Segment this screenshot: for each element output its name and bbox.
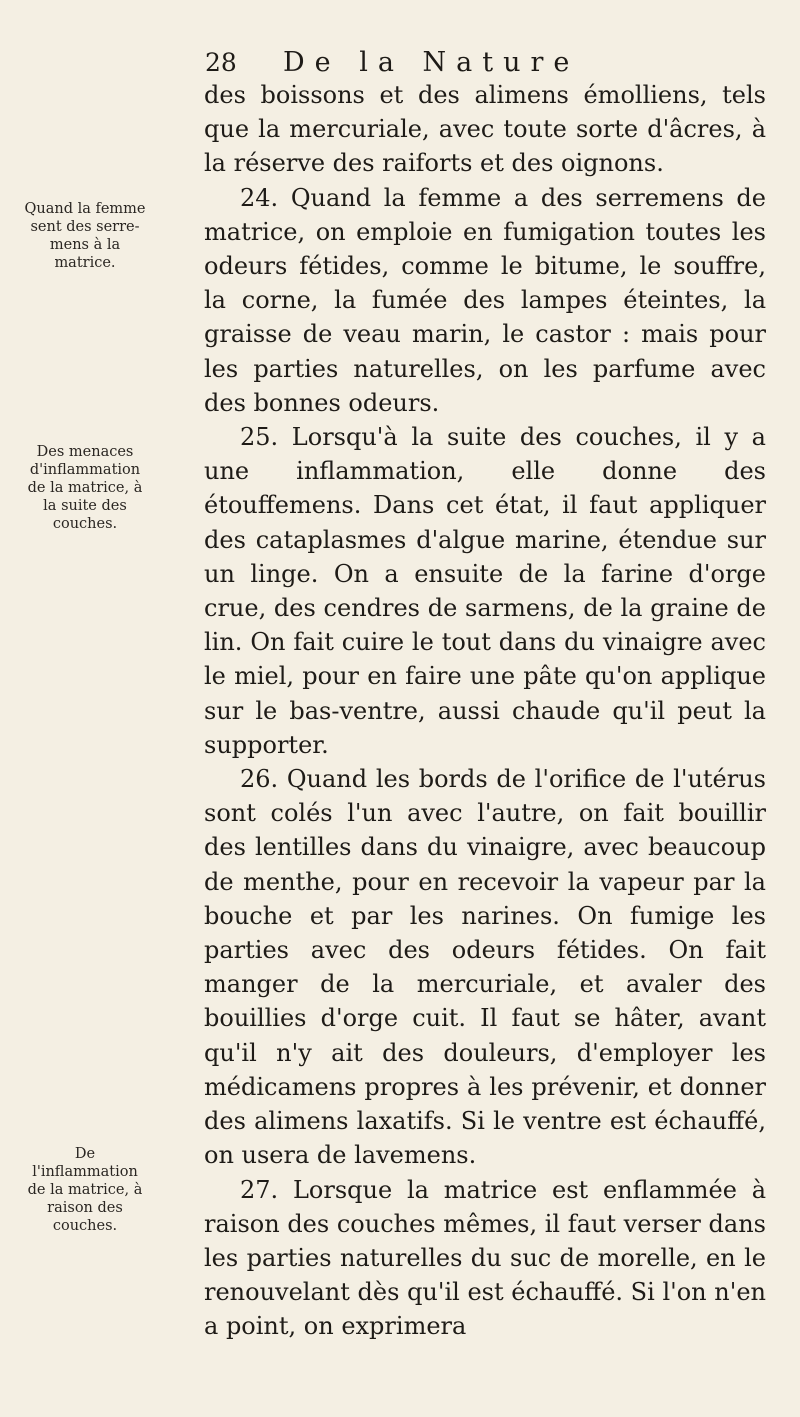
paragraph-26: 26. Quand les bords de l'orifice de l'utérus sont colés l'un avec l'autre, on fait bouillir des lentilles dans du vinaigre, avec beaucoup de menthe, pour en recevoir la vapeur par la bouche et par les narines. On fumige les parties avec des odeurs fétides. On fait manger de la mercuriale, et avaler des bouillies d'orge cuit. Il faut se hâter, avant qu'il n'y ait des douleurs, d'employer les médicamens propres à les prévenir, et donner des alimens laxatifs. Si le ventre est échauffé, on usera de lavemens. [204, 765, 766, 1170]
paragraph-25: 25. Lorsqu'à la suite des couches, il y a une inflammation, elle donne des étouffemens. Dans cet état, il faut appliquer des cataplasmes d'algue marine, étendue sur un linge. On a ensuite de la farine d'orge crue, des cendres de sarmens, de la graine de lin. On fait cuire le tout dans du vinaigre avec le miel, pour en faire une pâte qu'on applique sur le bas-ventre, aussi chaude qu'il peut la supporter. [204, 423, 766, 759]
margin-note-menaces-inflammation: Des menaces d'inflammation de la matrice, à la suite des couches. [27, 444, 143, 532]
running-title: De la Nature [283, 47, 580, 78]
paragraph-24: 24. Quand la femme a des serremens de matrice, on emploie en fumigation toutes les odeurs fétides, comme le bitume, le souffre, la corne, la fumée des lampes éteintes, la graisse de veau marin, le castor : mais pour les parties naturelles, on les parfume avec des bonnes odeurs. [204, 183, 766, 417]
page-number: 28 [205, 48, 237, 77]
paragraph-27: 27. Lorsque la matrice est enflammée à raison des couches mêmes, il faut verser dans les parties naturelles du suc de morelle, en le renouvelant dès qu'il est échauffé. Si l'on n'en a point, on exprimera [204, 1175, 766, 1341]
body-text [204, 78, 766, 1344]
margin-note-serremens: Quand la femme sent des serre-mens à la matrice. [24, 201, 146, 271]
margin-note-inflammation-couches: De l'inflammation de la matrice, à raison des couches. [27, 1146, 143, 1234]
paragraph-continued: des boissons et des alimens émolliens, tels que la mercuriale, avec toute sorte d'âcres, à la réserve des raiforts et des oignons. [204, 81, 766, 178]
